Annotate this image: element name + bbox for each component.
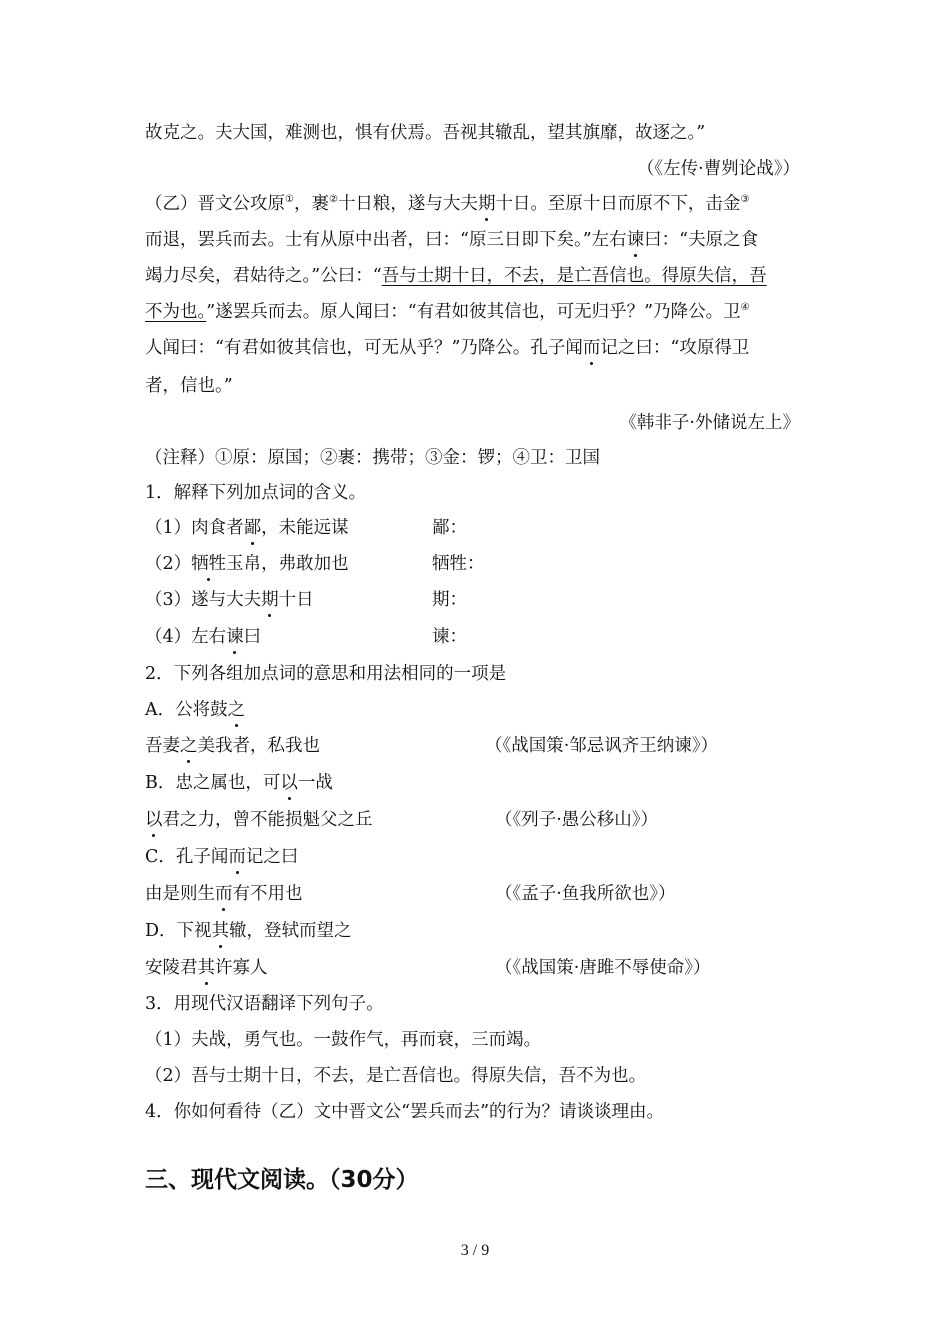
q2-option-c-line-2: 由是则生而有不用也 （《孟子·鱼我所欲也》） — [145, 880, 805, 908]
dotted-word: 之 — [180, 732, 198, 760]
dotted-word: 其 — [198, 954, 216, 982]
q2-option-c-line-1: C．孔子闻而记之曰 — [145, 843, 298, 871]
dotted-word: 谏 — [226, 623, 244, 651]
q1-answer-label: 期： — [432, 590, 467, 610]
q2-source: （《列子·愚公移山》） — [495, 810, 659, 830]
passage-b-line-6: 者，信也。” — [145, 376, 233, 396]
q1-item: （4）左右谏曰 谏： — [145, 623, 845, 651]
footnote-1: ① — [285, 194, 294, 205]
q3-title: 3．用现代汉语翻译下列句子。 — [145, 994, 384, 1014]
footnote-4: ④ — [740, 302, 750, 313]
dotted-word: 以 — [280, 769, 298, 797]
q1-answer-label: 鄙： — [432, 518, 467, 538]
section-heading: 三、现代文阅读。（30分） — [145, 1167, 419, 1193]
q1-item: （1）肉食者鄙，未能远谋 鄙： — [145, 514, 845, 542]
page-number: 3 / 9 — [460, 1242, 490, 1259]
q3-sentence-2: （2）吾与士期十日，不去，是亡吾信也。得原失信，吾不为也。 — [145, 1066, 647, 1086]
underlined-sentence: 吾与士期十日，不去，是亡吾信也。得原失信，吾 — [381, 266, 767, 286]
q2-source: （《战国策·唐雎不辱使命》） — [495, 958, 711, 978]
footnote-2: ② — [328, 194, 338, 205]
passage-b-line-3: 竭力尽矣，君姑待之。”公曰：“吾与士期十日，不去，是亡吾信也。得原失信，吾 — [145, 266, 767, 286]
dotted-word: 期 — [261, 586, 279, 614]
footnote-3: ③ — [740, 194, 750, 205]
dotted-word: 而 — [215, 880, 233, 908]
passage-b-line-5: 人闻曰：“有君如彼其信也，可无从乎？”乃降公。孔子闻而记之曰：“攻原得卫 — [145, 334, 749, 362]
dotted-word: 牺牲 — [191, 550, 226, 578]
passage-a-source: （《左传·曹刿论战》） — [636, 159, 800, 179]
passage-b-line-4: 不为也。”遂罢兵而去。原人闻曰：“有君如彼其信也，可无归乎？”乃降公。卫④ — [145, 302, 750, 322]
q1-item: （2）牺牲玉帛，弗敢加也 牺牲： — [145, 550, 845, 578]
dotted-word: 而 — [583, 334, 601, 362]
dotted-word: 其 — [212, 917, 230, 945]
passage-a-last-line: 故克之。夫大国，难测也，惧有伏焉。吾视其辙乱，望其旗靡，故逐之。” — [145, 123, 706, 143]
q2-option-b-line-1: B．忠之属也，可以一战 — [145, 769, 333, 797]
annotations: （注释）①原：原国；②裹：携带；③金：锣；④卫：卫国 — [145, 448, 600, 468]
underlined-sentence-end: 不为也。 — [145, 302, 207, 322]
q1-answer-label: 牺牲： — [432, 554, 485, 574]
q4-title: 4．你如何看待（乙）文中晋文公“罢兵而去”的行为？请谈谈理由。 — [145, 1102, 665, 1122]
dotted-word: 期 — [478, 190, 496, 218]
q1-answer-label: 谏： — [432, 627, 467, 647]
q2-title: 2．下列各组加点词的意思和用法相同的一项是 — [145, 664, 507, 684]
q2-option-a-line-1: A．公将鼓之 — [145, 696, 245, 724]
dotted-word: 之 — [228, 696, 246, 724]
passage-b-source: 《韩非子·外储说左上》 — [619, 413, 800, 433]
q2-source: （《战国策·邹忌讽齐王纳谏》） — [485, 736, 719, 756]
q2-option-d-line-2: 安陵君其许寡人 （《战国策·唐雎不辱使命》） — [145, 954, 805, 982]
q1-item: （3）遂与大夫期十日 期： — [145, 586, 845, 614]
q2-option-d-line-1: D．下视其辙，登轼而望之 — [145, 917, 352, 945]
passage-b-line-2: 而退，罢兵而去。士有从原中出者，曰：“原三日即下矣。”左右谏曰：“夫原之食 — [145, 226, 758, 254]
dotted-word: 以 — [145, 806, 163, 834]
dotted-word: 而 — [228, 843, 246, 871]
q1-title: 1．解释下列加点词的含义。 — [145, 483, 367, 503]
q2-source: （《孟子·鱼我所欲也》） — [495, 884, 676, 904]
dotted-word: 鄙 — [244, 514, 262, 542]
q2-option-b-line-2: 以君之力，曾不能损魁父之丘 （《列子·愚公移山》） — [145, 806, 805, 834]
passage-b-line-1: （乙）晋文公攻原①，裹②十日粮，遂与大夫期十日。至原十日而原不下，击金③ — [145, 190, 749, 218]
dotted-word: 谏 — [627, 226, 645, 254]
q2-option-a-line-2: 吾妻之美我者，私我也 （《战国策·邹忌讽齐王纳谏》） — [145, 732, 805, 760]
q3-sentence-1: （1）夫战，勇气也。一鼓作气，再而衰，三而竭。 — [145, 1030, 542, 1050]
